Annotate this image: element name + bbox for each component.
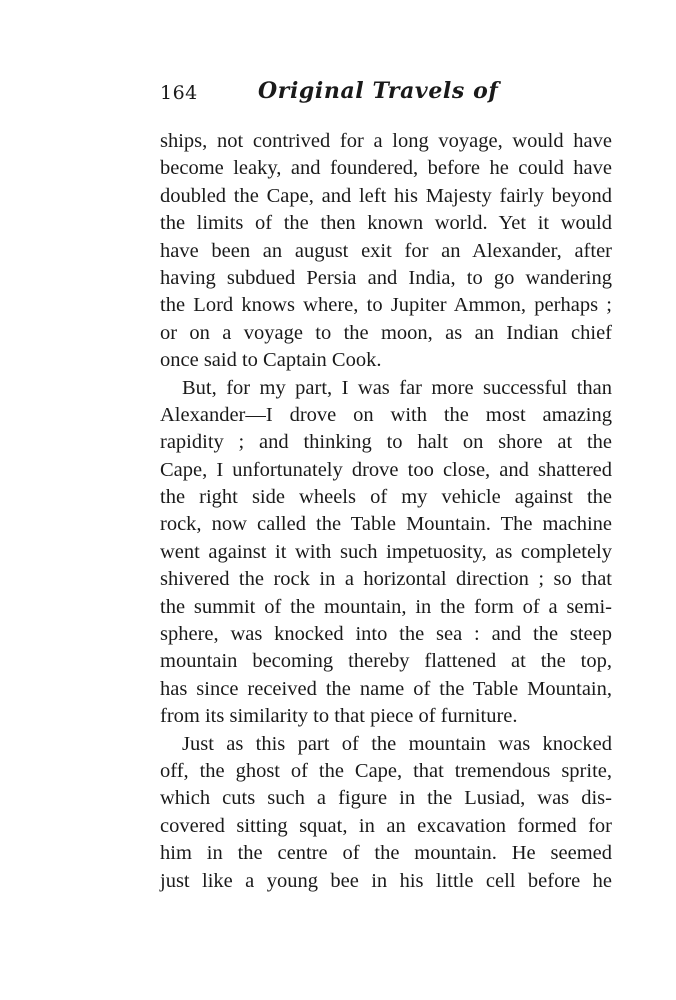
body-text: [160, 128, 612, 895]
text-line: the summit of the mountain, in the form of a semi-: [160, 595, 612, 618]
text-line: Just as this part of the mountain was knocked: [182, 732, 612, 755]
page-header: [160, 78, 612, 114]
text-line: Alexander—I drove on with the most amazing: [160, 403, 612, 426]
text-line: sphere, was knocked into the sea : and the steep: [160, 623, 612, 646]
text-line: just like a young bee in his little cell before he: [160, 869, 612, 892]
text-line: has since received the name of the Table Mountain,: [160, 677, 612, 700]
text-line: the limits of the then known world. Yet it would: [160, 212, 612, 235]
text-line: off, the ghost of the Cape, that tremendous sprite,: [160, 759, 612, 782]
text-line: ships, not contrived for a long voyage, would have: [160, 130, 612, 152]
text-line: doubled the Cape, and left his Majesty fairly beyond: [160, 184, 612, 207]
text-line: which cuts such a figure in the Lusiad, was dis-: [160, 787, 612, 810]
text-line: or on a voyage to the moon, as an Indian chief: [160, 321, 612, 344]
text-line: once said to Captain Cook.: [160, 349, 382, 372]
text-line: the right side wheels of my vehicle against the: [160, 486, 612, 509]
page-number: 164: [160, 82, 198, 104]
paragraph: [160, 731, 612, 895]
text-line: But, for my part, I was far more successful than: [182, 376, 612, 399]
text-line: from its similarity to that piece of furniture.: [160, 705, 518, 728]
text-line: rapidity ; and thinking to halt on shore at the: [160, 431, 612, 454]
text-line: having subdued Persia and India, to go wandering: [160, 266, 612, 289]
text-line: shivered the rock in a horizontal direction ; so that: [160, 568, 612, 591]
paragraph: [160, 375, 612, 731]
text-line: went against it with such impetuosity, as completely: [160, 540, 612, 563]
paragraph: [160, 128, 612, 375]
text-line: become leaky, and foundered, before he could have: [160, 157, 612, 180]
text-line: Cape, I unfortunately drove too close, and shattered: [160, 458, 612, 481]
text-line: him in the centre of the mountain. He seemed: [160, 842, 612, 865]
text-line: the Lord knows where, to Jupiter Ammon, perhaps ;: [160, 294, 612, 317]
text-line: have been an august exit for an Alexander, after: [160, 239, 612, 262]
text-line: covered sitting squat, in an excavation formed for: [160, 814, 612, 837]
text-line: rock, now called the Table Mountain. The machine: [160, 513, 612, 536]
running-head: Original Travels of: [258, 78, 499, 104]
text-line: mountain becoming thereby flattened at the top,: [160, 650, 612, 673]
